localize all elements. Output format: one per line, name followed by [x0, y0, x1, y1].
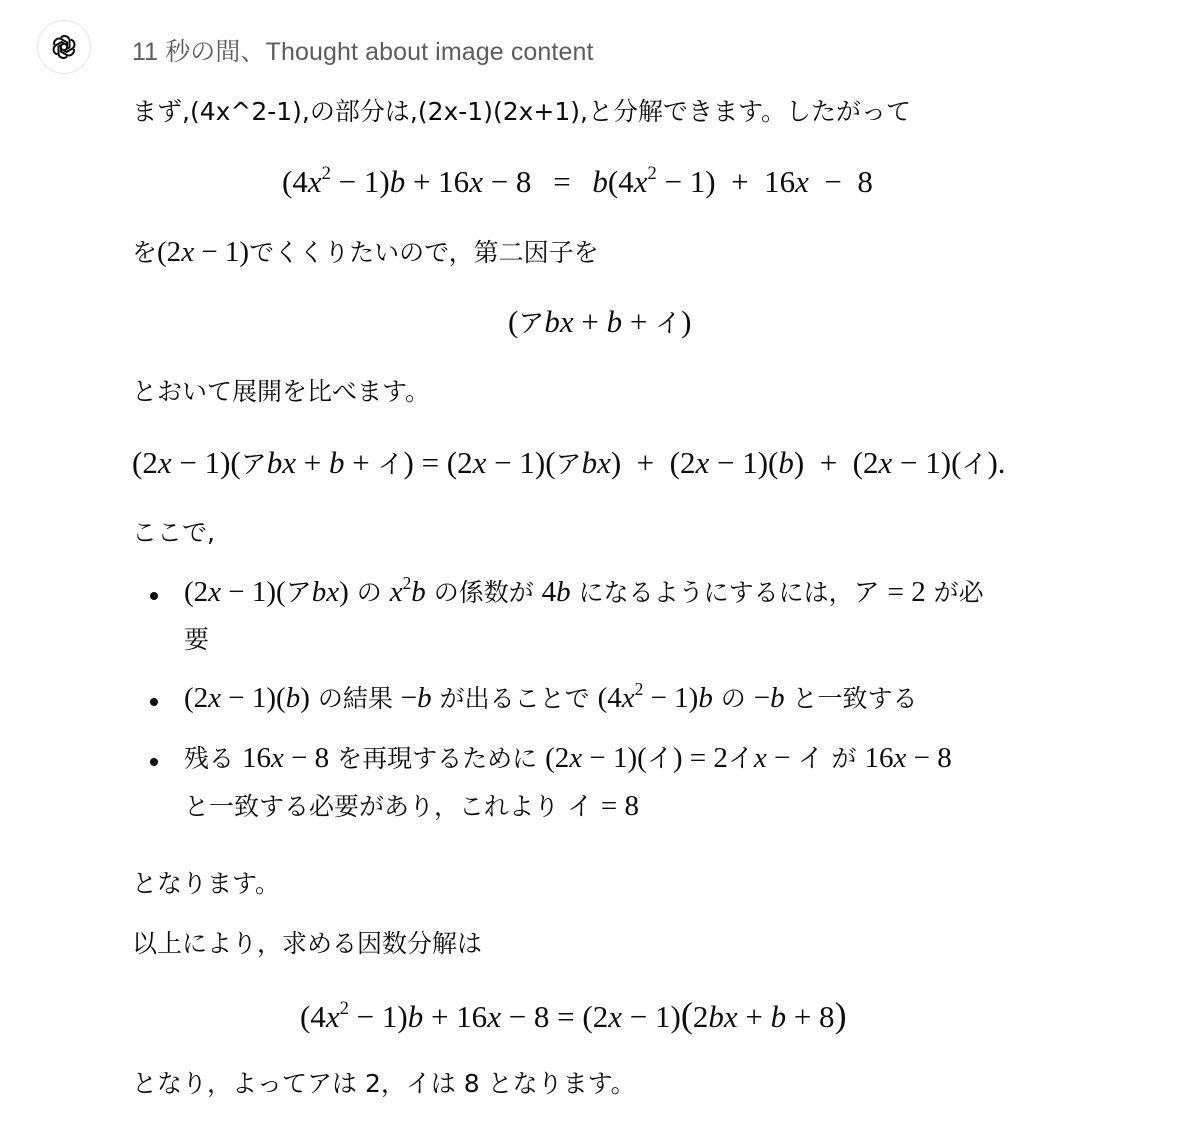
paragraph-here: ここで, — [132, 518, 215, 547]
bullet-marker — [150, 758, 158, 766]
list-item-minus-b: (2x − 1)(b) の結果 −b が出ることで $(4x^2 - 1)b$ の −b と一致する — [184, 678, 918, 714]
list-item-a-coefficient: (2x − 1)(アbx) の $x^2b$ の係数が 4b になるようにするには，ア = 2 が必 — [184, 572, 984, 608]
equation-expansion: (2x − 1)(アbx + b + イ) = (2x − 1)(アbx) + (2x − 1)(b) + (2x − 1)(イ). — [132, 445, 1006, 480]
bullet-marker — [150, 592, 158, 600]
thought-summary-toggle[interactable]: 11 秒の間、Thought about image content — [132, 38, 594, 66]
equation-second-factor: (アbx + b + イ) — [508, 304, 692, 339]
paragraph-answer: となり，よってアは 2，イは 8 となります。 — [132, 1069, 636, 1098]
paragraph-conclusion: 以上により，求める因数分解は — [132, 929, 483, 958]
equation-rewrite: $(4x^2 - 1)b + 16x - 8 = b(4x^2 - 1) + 16x - 8$ — [282, 162, 873, 199]
paragraph-intro: まず,(4x^2-1),の部分は,(2x-1)(2x+1),と分解できます。したがって — [132, 97, 911, 126]
equation-final-factorization: $(4x^2 - 1)b + 16x - 8 = (2x - 1)(2bx + b + 8)$ — [300, 995, 847, 1035]
assistant-avatar — [37, 20, 91, 74]
list-item-a-coefficient-cont: 要 — [184, 625, 210, 654]
paragraph-factor-out: を(2x − 1)でくくりたいので，第二因子を — [132, 236, 599, 268]
bullet-marker — [150, 698, 158, 706]
paragraph-result: となります。 — [132, 869, 281, 898]
list-item-i-value: 残る 16x − 8 を再現するために (2x − 1)(イ) = 2イx − イ が 16x − 8 — [184, 742, 952, 774]
paragraph-compare: とおいて展開を比べます。 — [132, 377, 431, 406]
list-item-i-value-cont: と一致する必要があり，これより イ = 8 — [184, 790, 640, 822]
openai-logo-icon — [49, 32, 79, 62]
